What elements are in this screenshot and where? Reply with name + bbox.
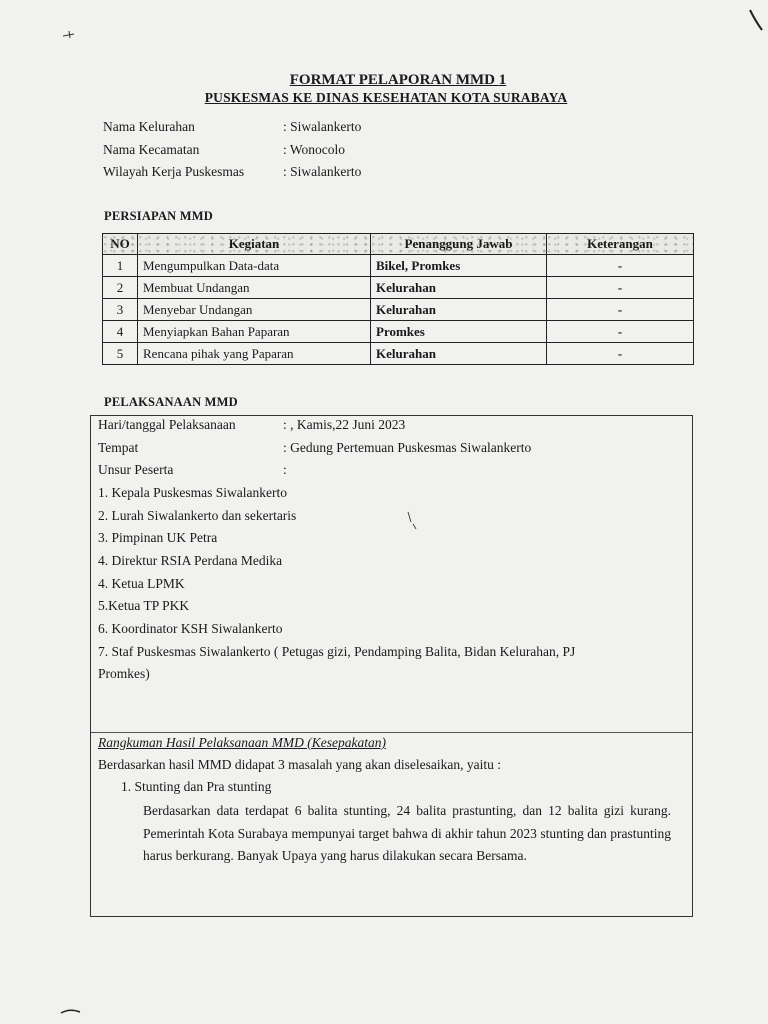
hari-row: Hari/tanggal Pelaksanaan : , Kamis,22 Juni 2023 [98,417,406,432]
rangkuman-item-title: 1. Stunting dan Pra stunting [121,779,272,794]
cell-kegiatan: Menyiapkan Bahan Paparan [138,321,371,343]
cell-kegiatan: Menyebar Undangan [138,299,371,321]
table-row [103,321,694,343]
peserta-item: 5.Ketua TP PKK [98,598,190,613]
peserta-item-cont: Promkes) [98,666,150,681]
cell-no: 4 [103,321,138,343]
peserta-item: 2. Lurah Siwalankerto dan sekertaris [98,508,297,523]
rangkuman-title: Rangkuman Hasil Pelaksanaan MMD (Kesepakatan) [98,735,386,750]
persiapan-heading: PERSIAPAN MMD [104,209,213,223]
cell-ket: - [547,255,694,277]
scan-speck-icon [62,30,76,40]
rangkuman-intro: Berdasarkan hasil MMD didapat 3 masalah yang akan diselesaikan, yaitu : [98,757,502,772]
peserta-item: 7. Staf Puskesmas Siwalankerto ( Petugas gizi, Pendamping Balita, Bidan Kelurahan, PJ [98,644,576,659]
tempat-row: Tempat : Gedung Pertemuan Puskesmas Siwalankerto [98,440,532,455]
col-keterangan: Keterangan [547,234,694,255]
cell-pj: Kelurahan [371,343,547,365]
cell-ket: - [547,321,694,343]
cell-no: 3 [103,299,138,321]
cell-kegiatan: Mengumpulkan Data-data [138,255,371,277]
info-kelurahan: Nama Kelurahan : Siwalankerto [103,119,362,134]
cell-no: 2 [103,277,138,299]
cell-pj: Kelurahan [371,277,547,299]
cell-pj: Promkes [371,321,547,343]
peserta-item: 1. Kepala Puskesmas Siwalankerto [98,485,287,500]
table-header-row [103,234,694,255]
peserta-item: 4. Direktur RSIA Perdana Medika [98,553,283,568]
scan-speck-icon [405,510,419,532]
document-subtitle: PUSKESMAS KE DINAS KESEHATAN KOTA SURABAYA [204,90,568,105]
rangkuman-item-body: Berdasarkan data terdapat 6 balita stunting, 24 balita prastunting, dan 12 balita gizi kurang. Pemerintah Kota Surabaya mempunyai target bahwa di akhir tahun 2023 stunting dan prastunting harus berkurang. Banyak Upaya yang harus dilakukan secara Bersama. [143,803,671,863]
document-title: FORMAT PELAPORAN MMD 1 [289,72,507,88]
pelaksanaan-heading: PELAKSANAAN MMD [104,395,238,409]
unsur-row: Unsur Peserta : [98,462,287,477]
col-kegiatan: Kegiatan [138,234,371,255]
cell-kegiatan: Membuat Undangan [138,277,371,299]
col-penanggung-jawab: Penanggung Jawab [371,234,547,255]
table-row [103,277,694,299]
info-wilayah: Wilayah Kerja Puskesmas : Siwalankerto [103,164,362,179]
cell-no: 5 [103,343,138,365]
cell-ket: - [547,299,694,321]
info-kecamatan: Nama Kecamatan : Wonocolo [103,142,346,157]
cell-kegiatan: Rencana pihak yang Paparan [138,343,371,365]
scan-smudge-icon [60,1005,82,1017]
cell-no: 1 [103,255,138,277]
col-no: NO [103,234,138,255]
table-row [103,299,694,321]
cell-ket: - [547,343,694,365]
persiapan-table [102,233,694,365]
cell-ket: - [547,277,694,299]
cell-pj: Bikel, Promkes [371,255,547,277]
cell-pj: Kelurahan [371,299,547,321]
table-row [103,255,694,277]
table-row [103,343,694,365]
peserta-item: 4. Ketua LPMK [98,576,185,591]
scan-edge-mark-icon [748,8,764,34]
box-divider [91,732,692,733]
peserta-item: 6. Koordinator KSH Siwalankerto [98,621,283,636]
peserta-item: 3. Pimpinan UK Petra [98,530,218,545]
